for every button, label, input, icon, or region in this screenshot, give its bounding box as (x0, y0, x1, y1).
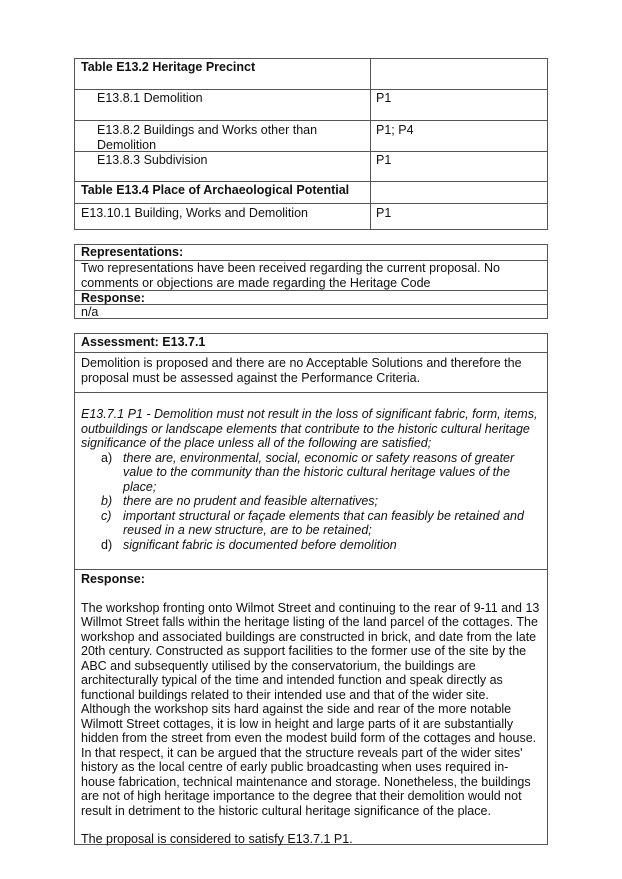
table-cell-standard: E13.8.3 Subdivision (75, 152, 371, 181)
table-cell-value: P1 (376, 206, 392, 220)
assessment-conclusion: The proposal is considered to satisfy E13.7.1 P1. (81, 832, 353, 846)
list-item-label: c) (101, 508, 112, 523)
table-cell-standard: E13.8.1 Demolition (75, 90, 371, 120)
assessment-intro-row (75, 353, 547, 393)
list-item-text: there are no prudent and feasible alternatives; (123, 494, 379, 508)
table-cell-value: P1 (376, 91, 392, 105)
representations-heading-row (75, 245, 547, 261)
table-row (75, 204, 547, 230)
representations-response-row (75, 305, 547, 318)
list-item-text: significant fabric is documented before demolition (123, 537, 397, 552)
assessment-response (75, 570, 547, 844)
list-item (81, 538, 541, 553)
assessment-intro: Demolition is proposed and there are no Acceptable Solutions and therefore the proposal must be assessed against the Performance Criteria. (81, 356, 522, 385)
assessment-heading-row (75, 334, 547, 353)
table-cell-value (371, 59, 547, 89)
table-row (75, 121, 547, 152)
representations-text-row (75, 261, 547, 291)
criterion-text: E13.7.1 P1 - Demolition must not result in the loss of significant fabric, form, items, outbuildings or landscape elements that contribute to the historic cultural heritage significance of the place unless all of the following are satisfied; (81, 407, 538, 450)
representations-response-text: n/a (81, 305, 99, 319)
assessment-heading: Assessment: E13.7.1 (81, 335, 206, 349)
representations-response-heading: Response: (81, 291, 145, 305)
assessment-response-text: The workshop fronting onto Wilmot Street and continuing to the rear of 9-11 and 13 Willmot Street falls within the heritage listing of the land parcel of the cottages. The workshop and associated buildings are constructed in brick, and date from the late 20th century. Constructed as support facilities to the former use of the site by the ABC and subsequently utilised by the conservatorium, the buildings are architecturally typical of the time and intended function and speak directly as functional buildings related to their intended use and that of the wider site. Although the workshop sits hard against the side and rear of the more notable Wilmott Street cottages, it is low in height and large parts of it are substantially hidden from the street from even the modest build form of the cottages and house. In that respect, it can be argued that the structure reveals part of the wider sites' history as the local centre of early public broadcasting when uses required in-house fabrication, technical maintenance and storage. Nonetheless, the buildings are not of high heritage importance to the degree that their demolition would not result in detriment to the historic cultural heritage significance of the place. (81, 600, 540, 818)
criteria-list (81, 451, 541, 553)
representations-table (74, 244, 548, 319)
table-heading-archaeological-potential: Table E13.4 Place of Archaeological Potential (75, 182, 371, 203)
table-cell-standard: E13.8.2 Buildings and Works other than Demolition (75, 121, 371, 151)
assessment-response-row (75, 570, 547, 844)
table-cell-standard: E13.10.1 Building, Works and Demolition (75, 204, 371, 230)
table-row (75, 90, 547, 121)
representations-response-heading-row (75, 291, 547, 305)
table-cell-value: P1 (376, 153, 392, 167)
table-cell-value: P1; P4 (376, 123, 414, 137)
representations-text: Two representations have been received regarding the current proposal. No comments or objections are made regarding the Heritage Code (81, 261, 501, 290)
list-item-text: important structural or façade elements that can feasibly be retained and reused in a new structure, are to be retained; (123, 508, 524, 537)
list-item-label: a) (101, 450, 113, 465)
table-row (75, 152, 547, 182)
assessment-table (74, 333, 548, 845)
table-heading-heritage-precinct: Table E13.2 Heritage Precinct (75, 59, 371, 89)
assessment-response-heading: Response: (81, 572, 145, 586)
list-item-label: d) (101, 537, 113, 552)
list-item (81, 494, 541, 509)
list-item (81, 509, 541, 538)
heritage-table (74, 58, 548, 230)
performance-criteria (75, 393, 547, 569)
performance-criteria-row (75, 393, 547, 570)
list-item-text: there are, environmental, social, economic or safety reasons of greater value to the community than the historic cultural heritage values of the place; (123, 450, 515, 494)
list-item-label: b) (101, 494, 113, 508)
table-cell-value (371, 182, 547, 203)
list-item (81, 451, 541, 495)
representations-heading: Representations: (81, 245, 184, 259)
table-row (75, 59, 547, 90)
table-row (75, 182, 547, 204)
